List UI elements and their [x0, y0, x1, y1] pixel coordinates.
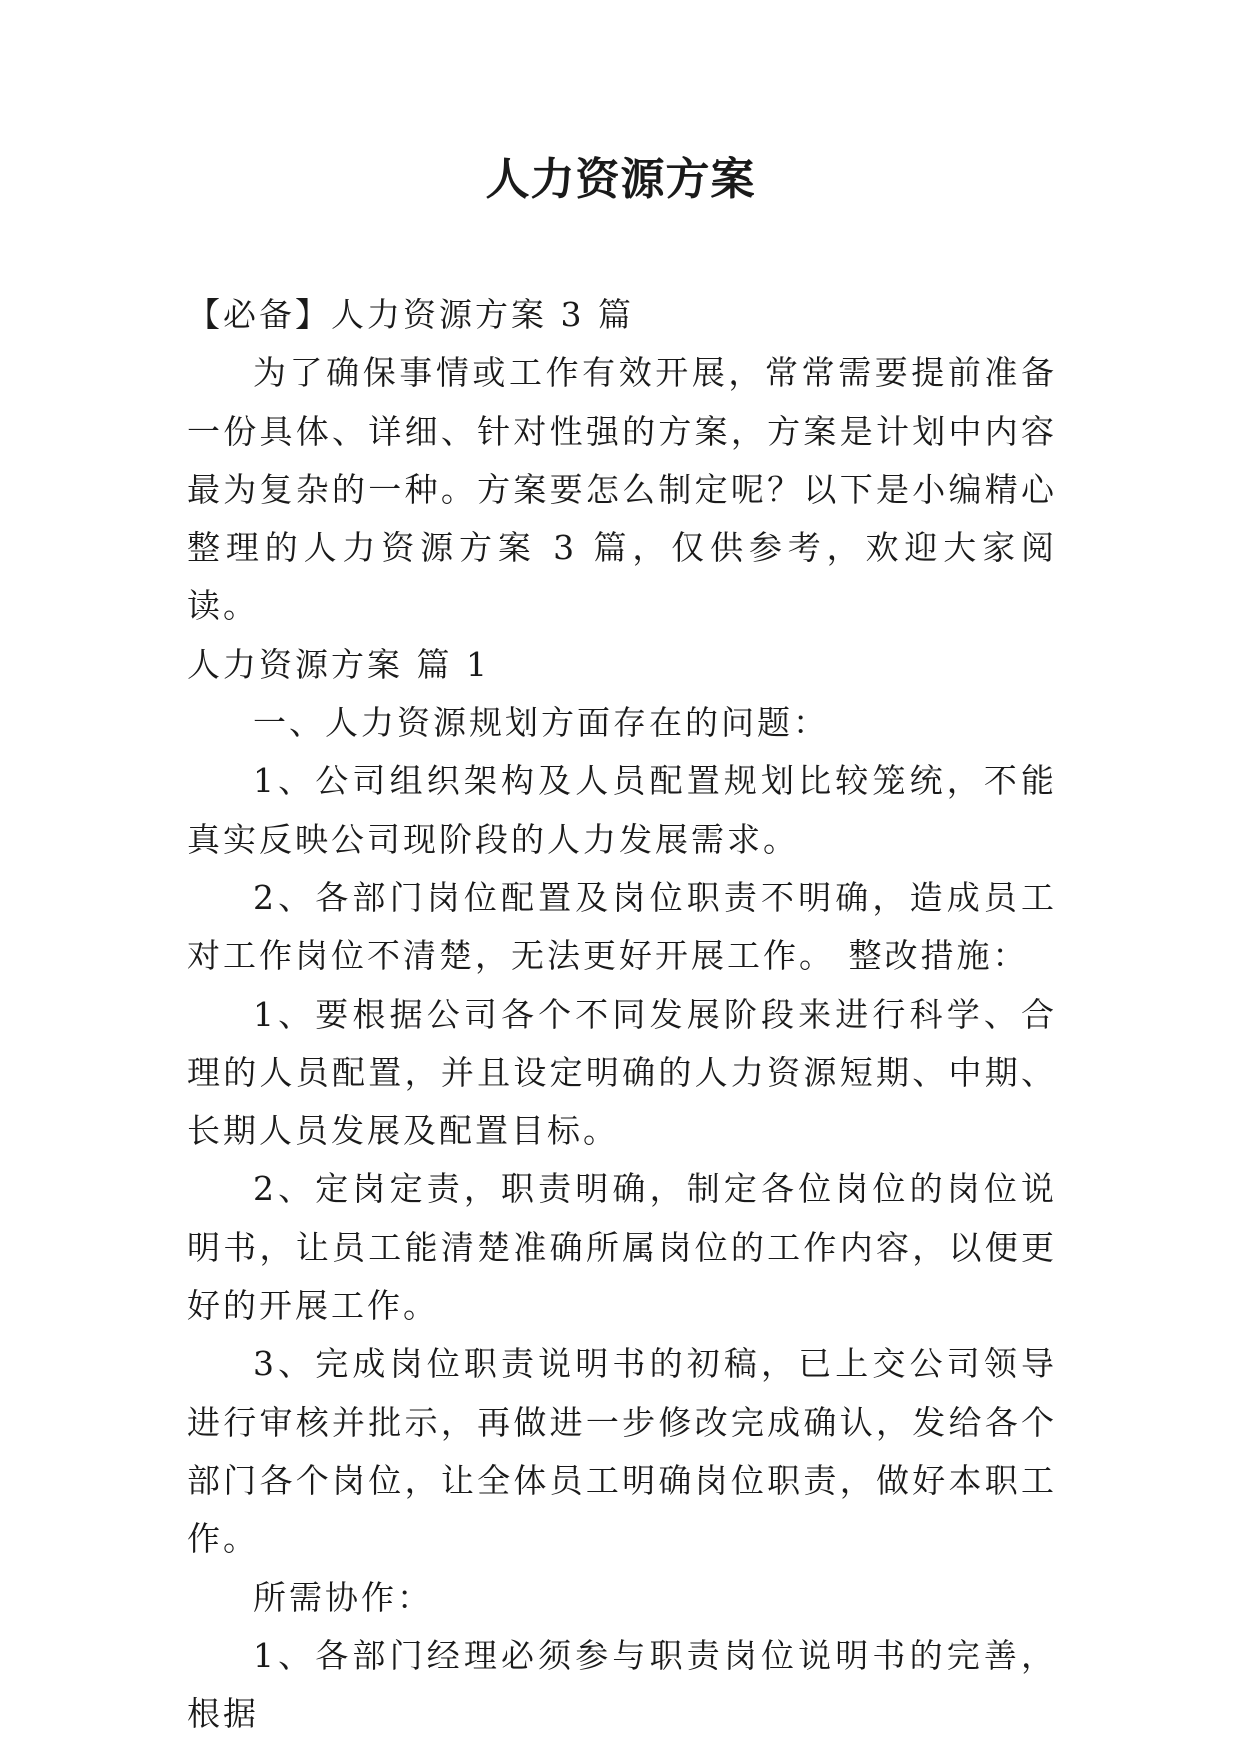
- problems-heading: 一、人力资源规划方面存在的问题：: [253, 703, 829, 743]
- problem-item: 1、公司组织架构及人员配置规划比较笼统，不能真实反映公司现阶段的人力发展需求。: [187, 761, 1057, 859]
- measure-item: 1、要根据公司各个不同发展阶段来进行科学、合理的人员配置，并且设定明确的人力资源短期、中期、长期人员发展及配置目标。: [187, 994, 1057, 1151]
- document-body: [187, 286, 1057, 1743]
- document-title: 人力资源方案: [485, 154, 756, 205]
- measure-item: 2、定岗定责，职责明确，制定各位岗位的岗位说明书，让员工能清楚准确所属岗位的工作内容，以便更好的开展工作。: [187, 1169, 1057, 1326]
- cooperation-heading: 所需协作：: [253, 1577, 433, 1617]
- intro-paragraph: 为了确保事情或工作有效开展，常常需要提前准备一份具体、详细、针对性强的方案，方案是计划中内容最为复杂的一种。方案要怎么制定呢？以下是小编精心整理的人力资源方案 3 篇，仅供参考，欢迎大家阅读。: [187, 353, 1057, 626]
- measure-item: 3、完成岗位职责说明书的初稿，已上交公司领导进行审核并批示，再做进一步修改完成确认，发给各个部门各个岗位，让全体员工明确岗位职责，做好本职工作。: [187, 1344, 1057, 1559]
- section-heading: 人力资源方案 篇 1: [187, 644, 490, 684]
- cooperation-item: 1、各部门经理必须参与职责岗位说明书的完善，根据: [187, 1635, 1057, 1734]
- problem-item: 2、各部门岗位配置及岗位职责不明确，造成员工对工作岗位不清楚，无法更好开展工作。 整改措施：: [187, 877, 1057, 976]
- subtitle-line: 【必备】人力资源方案 3 篇: [187, 295, 634, 334]
